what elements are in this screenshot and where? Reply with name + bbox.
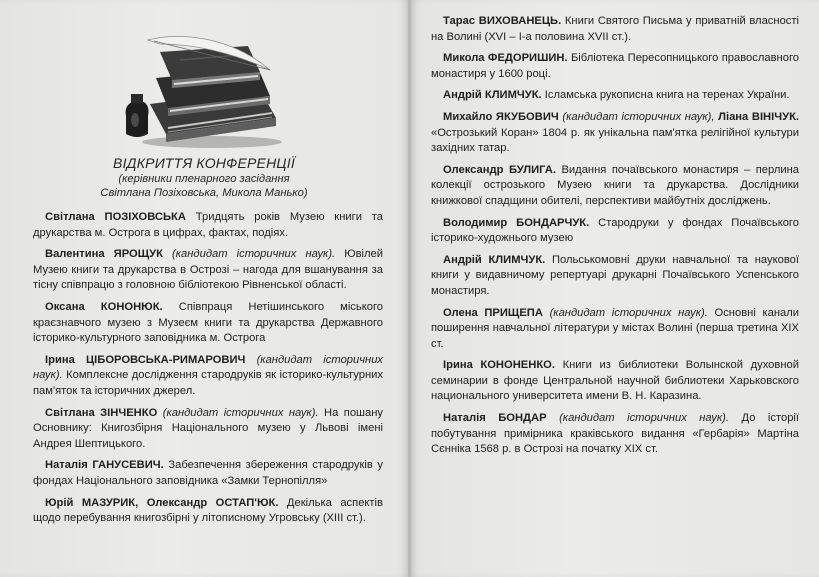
speaker-name: Світлана ЗІНЧЕНКО [45, 406, 158, 419]
speaker-name: Андрій КЛИМЧУК. [443, 253, 546, 266]
speaker-name: Андрій КЛИМЧУК. [443, 89, 542, 102]
talk-entry [431, 163, 799, 210]
talk-entry [431, 51, 799, 82]
talk-entry [33, 247, 383, 294]
talk-title: Декілька аспектів щодо перебування книгозбірні у літописному Угровську (XIII ст.). [33, 496, 383, 525]
talk-title: «Острозький Коран» 1804 р. як унікальна пам'ятка релігійної культури західних татар. [431, 126, 799, 155]
speaker-name: Володимир БОНДАРЧУК. [443, 216, 590, 229]
talk-title: Ювілей Музею книги та друкарства в Острозі – нагода для вшанування за тісну співпрацю з головною бібліотекою Рівненської області. [33, 248, 384, 292]
talk-title: Бібліотека Пересопницького православного монастиря у 1600 році. [431, 52, 799, 80]
talk-title: Видання почаївського монастиря – перлина колекції острозького Музею книги та друкарства. Дослідники книжкової спадщини обителі, перспективи майбутніх досліджень. [431, 163, 799, 207]
talk-title: До історії побутування примірника краківського видання «Гербарія» Мартіна Сєнніка 1568 р. в Острозі на початку XIX ст. [431, 412, 800, 456]
talk-title: Основні канали поширення навчальної літератури у містах Волині (перша третина XIX ст. [431, 306, 800, 350]
talk-entry [431, 358, 799, 405]
speaker-name: Оксана КОНОНЮК. [45, 300, 163, 313]
talk-title: Книги Святого Письма у приватній власності на Волині (XVI – І-а половина XVII ст.). [431, 15, 800, 43]
speaker-degree: (кандидат історичних наук). [559, 412, 729, 425]
speaker-degree: (кандидат історичних наук). [172, 248, 336, 261]
talk-title: Співпраця Нетішинського міського краєзнавчого музею з Музеєм книги та друкарства Державного історико-культурного заповідника м. Острога [33, 300, 384, 345]
speaker-name: Наталія БОНДАР [443, 412, 547, 425]
speaker-name: Юрій МАЗУРИК, Олександр ОСТАП'ЮК. [45, 496, 279, 509]
co-speaker-name: Ліана ВІНІЧУК. [718, 110, 800, 123]
books-and-inkwell-illustration [120, 30, 285, 150]
talk-title: Комплексне дослідження стародруків як історико-культурних пам'яток та історичних джерел. [33, 369, 384, 397]
left-page [0, 0, 408, 577]
speaker-name: Ірина КОНОНЕНКО. [443, 359, 555, 372]
talk-entry [33, 496, 383, 527]
speaker-degree: (кандидат історичних наук), [562, 110, 715, 123]
speaker-name: Микола ФЕДОРИШИН. [443, 52, 568, 65]
speaker-name: Михайло ЯКУБОВИЧ [443, 110, 559, 123]
speaker-degree: (кандидат історичних наук). [33, 353, 384, 382]
talk-title: Книги из библиотеки Волынской духовной семинарии в фонде Центральной научной библиотеки Харьковского национального университета имени В. Н. Каразина. [431, 359, 800, 403]
talk-title: Стародруки у фондах Почаївського історико-художнього музею [431, 216, 799, 245]
speaker-name: Олена ПРИЩЕПА [443, 306, 543, 319]
talk-title: На пошану Основнику: Книгозбірня Національного музею у Львові імені Андрея Шептицького. [33, 406, 384, 450]
right-page [411, 0, 819, 577]
talk-entry [431, 14, 799, 45]
talk-title: Забезпечення збереження стародруків у фондах Національного заповідника «Замки Тернопілля» [33, 459, 383, 487]
talk-entry [431, 253, 799, 300]
talk-title: Польськомовні друки навчальної та наукової книги у видавничому репертуарі друкарні Почаївського Успенського монастиря. [431, 253, 799, 297]
conference-opening [0, 155, 408, 200]
talk-entry [431, 88, 799, 104]
speaker-name: Валентина ЯРОЩУК [45, 248, 163, 261]
speaker-name: Ірина ЦІБОРОВСЬКА-РИМАРОВИЧ [45, 353, 246, 366]
talk-entry [431, 411, 799, 458]
speaker-degree: (кандидат історичних наук). [162, 406, 319, 419]
right-talk-list [431, 14, 799, 464]
opening-title: ВІДКРИТТЯ КОНФЕРЕНЦІЇ [113, 155, 295, 171]
talk-title: Тридцять років Музею книги та друкарства м. Острога в цифрах, фактах, подіях. [33, 211, 383, 239]
talk-entry [33, 458, 383, 489]
speaker-name: Олександр БУЛИГА. [443, 163, 556, 176]
left-talk-list [33, 210, 383, 533]
speaker-name: Світлана ПОЗІХОВСЬКА [45, 211, 186, 223]
talk-entry [33, 353, 383, 400]
talk-entry [33, 300, 383, 347]
talk-entry [33, 210, 383, 241]
talk-entry [431, 306, 799, 353]
opening-subtitle: (керівники пленарного засідання [118, 173, 290, 185]
speaker-degree: (кандидат історичних наук). [549, 306, 708, 319]
talk-entry [431, 110, 799, 157]
speaker-name: Тарас ВИХОВАНЕЦЬ. [443, 15, 562, 27]
speaker-name: Наталія ГАНУСЕВИЧ. [45, 459, 164, 472]
talk-entry [431, 216, 799, 247]
talk-entry [33, 406, 383, 453]
opening-chairs: Світлана Позіховська, Микола Манько) [100, 187, 308, 199]
talk-title: Ісламська рукописна книга на теренах України. [544, 89, 790, 102]
